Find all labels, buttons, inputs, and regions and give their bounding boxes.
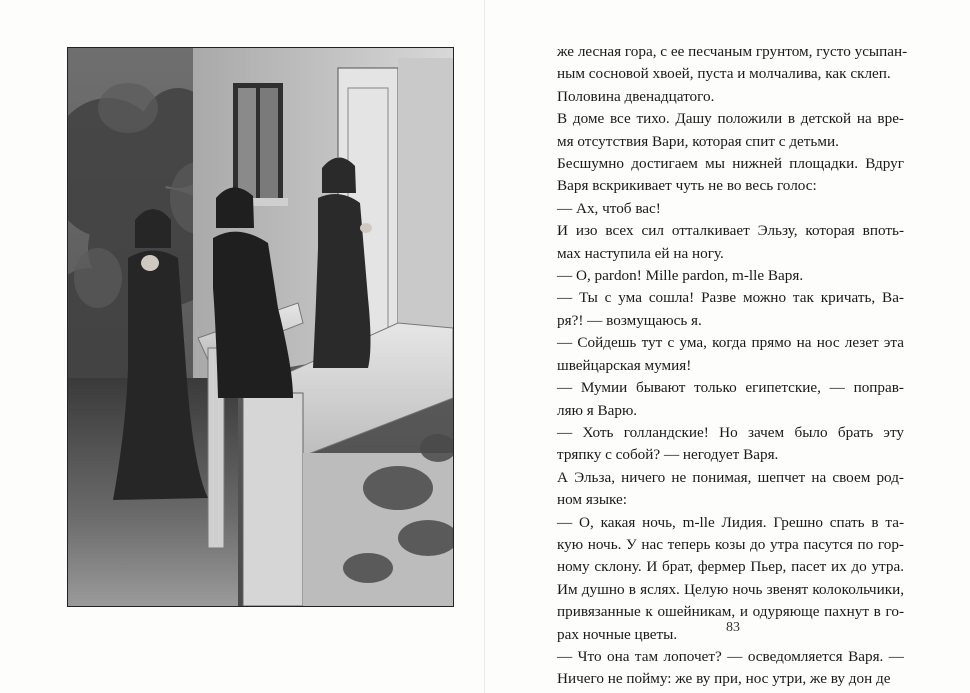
text-block [539, 41, 908, 691]
paragraph [539, 422, 904, 467]
text-line: швейцарская мумия! [557, 356, 692, 374]
paragraph [539, 108, 904, 153]
text-line: — Хоть голландские! Но зачем было брать эту [557, 423, 904, 441]
engraving-illustration [67, 47, 454, 607]
paragraph [539, 153, 904, 198]
text-line: мах наступила ей на ногу. [557, 244, 724, 262]
text-line: привязанные к ошейникам, и одуряюще пахнут в го- [557, 603, 904, 621]
text-line: же лесная гора, с ее песчаным грунтом, густо усыпан- [557, 43, 908, 60]
text-line: тряпку с собой? — негодует Варя. [557, 446, 779, 464]
text-line: — Ты с ума сошла! Разве можно так кричать, Ва- [557, 289, 904, 307]
paragraph [539, 265, 904, 287]
paragraph [539, 198, 904, 220]
text-line: Бесшумно достигаем мы нижней площадки. Вдруг [557, 155, 904, 173]
paragraph [539, 220, 904, 265]
text-line: — Что она там лопочет? — осведомляется Варя. — [557, 647, 904, 665]
text-line: — Сойдешь тут с ума, когда прямо на нос лезет эта [557, 334, 904, 352]
paragraph [539, 377, 904, 422]
text-line: рах ночные цветы. [557, 625, 678, 643]
paragraph [539, 332, 904, 377]
text-line: кую ночь. У нас теперь козы до утра пасутся по гор- [557, 535, 904, 553]
text-line: И изо всех сил отталкивает Эльзу, которая впоть- [557, 222, 904, 240]
right-page [485, 0, 970, 693]
paragraph [539, 467, 904, 512]
page-number: 83 [726, 620, 740, 635]
paragraph [539, 287, 904, 332]
text-line: — Ах, чтоб вас! [557, 199, 661, 217]
text-line: ному склону. И брат, фермер Пьер, пасет их до утра. [557, 558, 904, 576]
text-line: Половина двенадцатого. [557, 87, 715, 105]
text-line: ном языке: [557, 491, 627, 509]
text-line: А Эльза, ничего не понимая, шепчет на своем род- [557, 468, 904, 486]
text-line: — Мумии бывают только египетские, — поправ- [557, 379, 904, 397]
text-line: — О, pardon! Mille pardon, m-lle Варя. [557, 267, 804, 285]
text-line: мя отсутствия Вари, которая спит с детьми. [557, 132, 839, 150]
text-line: ным сосновой хвоей, пуста и молчалива, как склеп. [557, 65, 891, 83]
paragraph [539, 86, 904, 108]
text-line: Ничего не пойму: же ву при, нос утри, же ву дон де [557, 670, 891, 688]
text-line: Им душно в яслях. Целую ночь звенят колокольчики, [557, 580, 904, 598]
paragraph [539, 41, 908, 86]
text-line: ляю я Варю. [557, 401, 638, 419]
illustration-picture [68, 48, 453, 606]
text-line: — О, какая ночь, m-lle Лидия. Грешно спать в та- [557, 513, 904, 531]
text-line: Варя вскрикивает чуть не во весь голос: [557, 177, 817, 195]
text-line: ря?! — возмущаюсь я. [557, 311, 702, 329]
paragraph [539, 646, 904, 691]
text-line: В доме все тихо. Дашу положили в детской на вре- [557, 110, 904, 128]
